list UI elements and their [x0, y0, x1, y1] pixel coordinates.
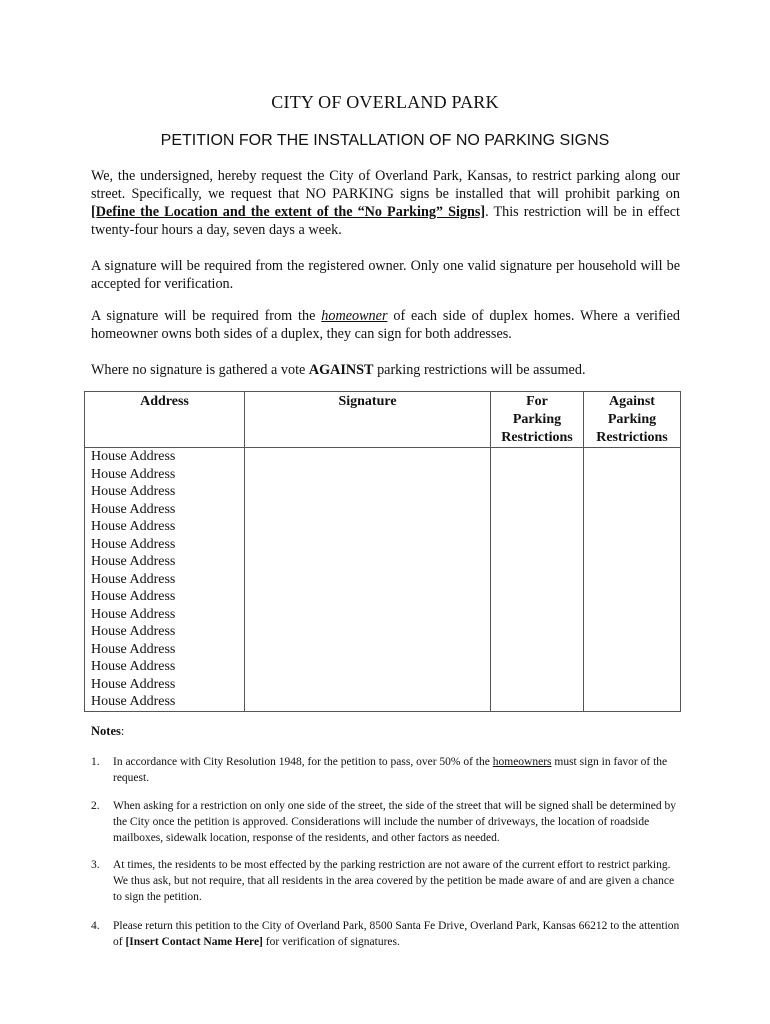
address-cell: House Address [85, 448, 245, 466]
address-cell: House Address [85, 571, 245, 589]
for-header-line-3: Restrictions [501, 430, 573, 445]
signature-cell[interactable] [245, 448, 491, 466]
signature-cell[interactable] [245, 536, 491, 554]
table-row [85, 676, 681, 694]
address-cell: House Address [85, 606, 245, 624]
default-vote-paragraph [91, 361, 680, 379]
for-restrictions-cell[interactable] [491, 641, 584, 659]
note-text-start: Please return this petition to the City of Overland Park, 8500 Santa Fe Drive, Overland Park, Kansas 66212 to the attention of [113, 920, 680, 948]
note-number: 1. [91, 756, 100, 768]
against-emphasis: AGAINST [308, 362, 374, 378]
signature-cell[interactable] [245, 693, 491, 711]
against-restrictions-cell[interactable] [584, 553, 681, 571]
for-restrictions-cell[interactable] [491, 553, 584, 571]
table-row [85, 501, 681, 519]
signature-cell[interactable] [245, 676, 491, 694]
signature-cell[interactable] [245, 466, 491, 484]
table-row [85, 536, 681, 554]
note-text: When asking for a restriction on only one side of the street, the side of the street that will be signed shall be determined by the City once the petition is approved. Considerations will include the number of driveways, the location of roadside mailboxes, sidewalk location, response of the residents, and other factors as needed. [113, 800, 677, 844]
for-restrictions-cell[interactable] [491, 676, 584, 694]
table-row [85, 606, 681, 624]
signature-cell[interactable] [245, 553, 491, 571]
address-cell: House Address [85, 623, 245, 641]
against-restrictions-cell[interactable] [584, 588, 681, 606]
for-restrictions-cell[interactable] [491, 483, 584, 501]
table-row [85, 483, 681, 501]
signature-cell[interactable] [245, 518, 491, 536]
page-title: CITY OF OVERLAND PARK [271, 92, 499, 112]
against-restrictions-cell[interactable] [584, 466, 681, 484]
note-item [91, 857, 681, 905]
for-restrictions-cell[interactable] [491, 588, 584, 606]
for-restrictions-cell[interactable] [491, 606, 584, 624]
table-row [85, 641, 681, 659]
for-restrictions-cell[interactable] [491, 536, 584, 554]
against-header-line-3: Restrictions [596, 430, 668, 445]
address-cell: House Address [85, 501, 245, 519]
address-cell: House Address [85, 588, 245, 606]
note-text [113, 754, 681, 786]
note-text [113, 918, 681, 950]
against-restrictions-cell[interactable] [584, 518, 681, 536]
signature-cell[interactable] [245, 588, 491, 606]
note-number: 3. [91, 859, 100, 871]
address-cell: House Address [85, 641, 245, 659]
against-restrictions-cell[interactable] [584, 606, 681, 624]
table-row [85, 571, 681, 589]
location-placeholder-field[interactable]: [Define the Location and the extent of the “No Parking” Signs] [91, 204, 486, 220]
against-restrictions-cell[interactable] [584, 676, 681, 694]
signature-cell[interactable] [245, 501, 491, 519]
against-restrictions-cell[interactable] [584, 536, 681, 554]
table-row [85, 693, 681, 711]
note-number: 2. [91, 800, 100, 812]
note-text-start: In accordance with City Resolution 1948, for the petition to pass, over 50% of the [113, 756, 493, 768]
signature-cell[interactable] [245, 623, 491, 641]
address-cell: House Address [85, 676, 245, 694]
request-text-end: . This restriction will be in effect twenty-four hours a day, seven days a week. [91, 204, 680, 238]
signature-table-body [85, 448, 681, 712]
duplex-paragraph [91, 307, 680, 343]
address-column-header: Address [85, 392, 245, 448]
for-restrictions-cell[interactable] [491, 518, 584, 536]
against-restrictions-cell[interactable] [584, 641, 681, 659]
for-restrictions-cell[interactable] [491, 571, 584, 589]
signature-cell[interactable] [245, 641, 491, 659]
default-vote-text-end: parking restrictions will be assumed. [373, 362, 586, 378]
note-text-end: for verification of signatures. [262, 936, 400, 948]
note-text-end: must sign in favor of the request. [113, 756, 668, 784]
note-item [91, 754, 681, 786]
note-item [91, 918, 681, 950]
against-restrictions-cell[interactable] [584, 448, 681, 466]
against-restrictions-cell[interactable] [584, 501, 681, 519]
for-restrictions-cell[interactable] [491, 501, 584, 519]
for-header-line-2: Parking [512, 412, 562, 427]
for-restrictions-cell[interactable] [491, 658, 584, 676]
for-restrictions-cell[interactable] [491, 448, 584, 466]
homeowner-emphasis: homeowner [321, 308, 388, 324]
signature-cell[interactable] [245, 483, 491, 501]
against-restrictions-cell[interactable] [584, 658, 681, 676]
address-cell: House Address [85, 693, 245, 711]
against-header-line-2: Parking [607, 412, 657, 427]
signature-cell[interactable] [245, 606, 491, 624]
for-restrictions-cell[interactable] [491, 693, 584, 711]
signature-cell[interactable] [245, 571, 491, 589]
against-header-line-1: Against [609, 394, 655, 409]
address-cell: House Address [85, 553, 245, 571]
table-row [85, 553, 681, 571]
signature-table [84, 391, 681, 712]
note-number: 4. [91, 920, 100, 932]
address-cell: House Address [85, 483, 245, 501]
table-row [85, 658, 681, 676]
table-header-row [85, 392, 681, 448]
note-text: At times, the residents to be most effected by the parking restriction are not aware of the current effort to restrict parking. We thus ask, but not require, that all residents in the area covered by the petition be made aware of and are given a chance to sign the petition. [113, 859, 675, 903]
table-row [85, 588, 681, 606]
notes-label-text: Notes [91, 724, 121, 738]
table-row [85, 623, 681, 641]
against-restrictions-cell[interactable] [584, 623, 681, 641]
duplex-text-end: of each side of duplex homes. Where a verified homeowner owns both sides of a duplex, they can sign for both addresses. [91, 308, 681, 342]
request-text-start: We, the undersigned, hereby request the City of Overland Park, Kansas, to restrict parking along our street. Specifically, we request that NO PARKING signs be installed that will prohibit parking on [91, 168, 680, 202]
address-cell: House Address [85, 466, 245, 484]
for-header-line-1: For [526, 394, 548, 409]
request-paragraph [91, 167, 680, 239]
signature-column-header: Signature [245, 392, 491, 448]
table-row [85, 518, 681, 536]
table-row [85, 448, 681, 466]
against-restrictions-cell[interactable] [584, 693, 681, 711]
for-column-header [491, 392, 584, 448]
against-column-header [584, 392, 681, 448]
notes-label-colon: : [120, 724, 125, 738]
page-subtitle: PETITION FOR THE INSTALLATION OF NO PARKING SIGNS [160, 132, 610, 149]
signature-cell[interactable] [245, 658, 491, 676]
table-row [85, 466, 681, 484]
against-restrictions-cell[interactable] [584, 571, 681, 589]
address-cell: House Address [85, 536, 245, 554]
address-cell: House Address [85, 518, 245, 536]
duplex-text-start: A signature will be required from the [91, 308, 322, 324]
homeowners-emphasis: homeowners [492, 756, 552, 768]
for-restrictions-cell[interactable] [491, 623, 584, 641]
registered-owner-paragraph: A signature will be required from the registered owner. Only one valid signature per household will be accepted for verification. [91, 258, 680, 292]
address-cell: House Address [85, 658, 245, 676]
contact-name-placeholder[interactable]: [Insert Contact Name Here] [125, 936, 263, 948]
note-item [91, 798, 681, 846]
notes-label [91, 724, 124, 739]
for-restrictions-cell[interactable] [491, 466, 584, 484]
against-restrictions-cell[interactable] [584, 483, 681, 501]
default-vote-text-start: Where no signature is gathered a vote [91, 362, 309, 378]
